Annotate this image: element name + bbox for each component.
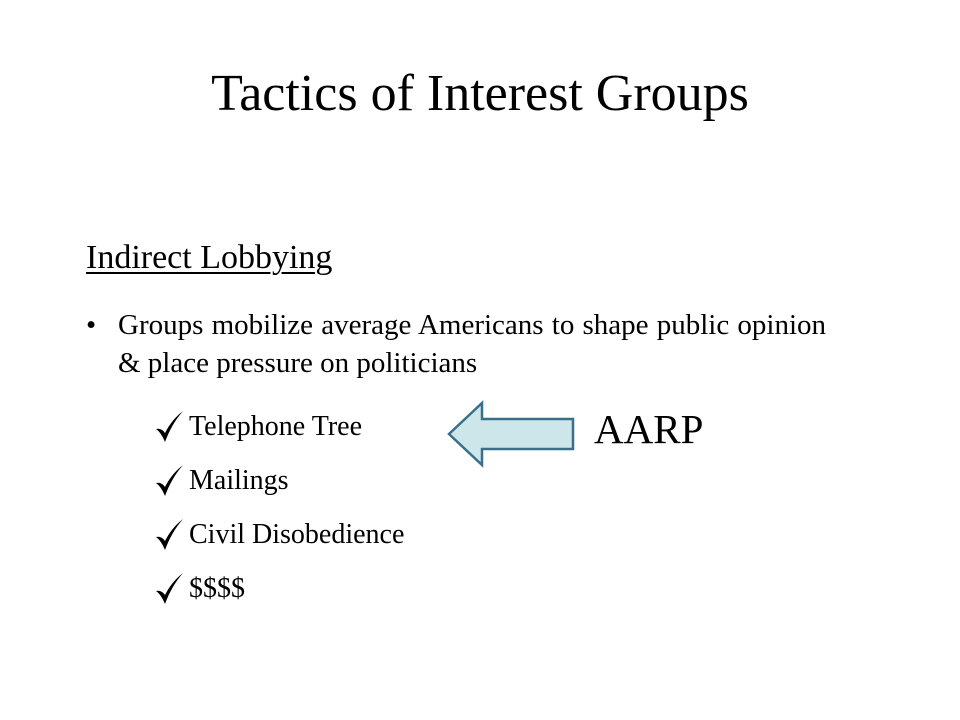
checklist-item [154,508,404,562]
bullet-list [86,306,826,382]
checklist-label: Civil Disobedience [189,519,405,550]
checkmark-icon [154,517,184,553]
checklist-label: Mailings [189,465,289,496]
checklist-label: Telephone Tree [189,411,363,442]
section-heading: Indirect Lobbying [86,239,333,276]
checklist-item [154,400,404,454]
checkmark-icon [154,463,184,499]
left-arrow-icon [446,400,576,468]
bullet-marker: • [86,309,97,341]
checklist-item [154,454,404,508]
bullet-item [86,306,826,382]
checklist-label: $$$$ [189,573,245,604]
checklist-item [154,562,404,616]
slide-title: Tactics of Interest Groups [211,65,749,122]
checkmark-icon [154,571,184,607]
callout-label-aarp: AARP [594,406,704,452]
checkmark-icon [154,409,184,445]
bullet-text: Groups mobilize average Americans to shape public opinion & place pressure on politicians [118,309,826,379]
checklist [154,400,404,616]
